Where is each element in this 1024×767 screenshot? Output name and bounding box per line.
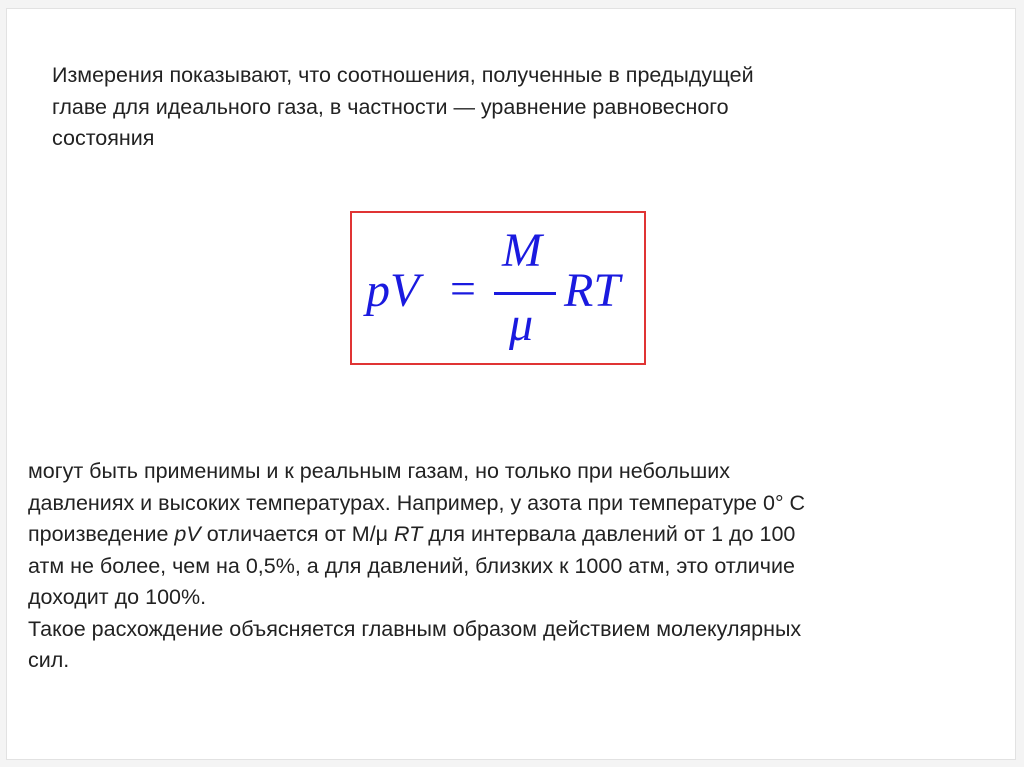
body-line-2: давлениях и высоких температурах. Например, у азота при температуре 0° С xyxy=(28,490,806,515)
body-line-3-middle: отличается от М/μ xyxy=(200,522,395,546)
pv-italic: pV xyxy=(174,522,201,546)
body-line-1: могут быть применимы и к реальным газам, но только при небольших xyxy=(28,459,731,483)
formula-rhs: RT xyxy=(564,264,621,317)
body-line-6: Такое расхождение объясняется главным образом действием молекулярных xyxy=(28,616,802,641)
fraction-bar xyxy=(494,292,556,295)
body-line-3-end: для интервала давлений от 1 до 100 xyxy=(422,522,796,546)
intro-line-1: Измерения показывают, что соотношения, полученные в предыдущей xyxy=(52,63,754,87)
intro-line-2: главе для идеального газа, в частности — уравнение равновесного xyxy=(52,94,729,119)
formula-lhs: pV xyxy=(366,264,420,317)
ideal-gas-equation xyxy=(352,213,644,363)
body-line-7: сил. xyxy=(28,648,70,672)
body-line-3-start: произведение xyxy=(28,522,175,546)
body-paragraph xyxy=(28,456,805,677)
intro-paragraph xyxy=(52,60,754,155)
rt-italic: RT xyxy=(394,522,423,546)
formula-numerator: M xyxy=(502,224,542,277)
formula-box xyxy=(350,211,646,365)
body-line-3 xyxy=(28,519,805,551)
formula-denominator: μ xyxy=(509,298,534,351)
body-line-5: доходит до 100%. xyxy=(28,585,207,609)
formula-equals: = xyxy=(450,263,476,314)
body-line-4: атм не более, чем на 0,5%, а для давлений, близких к 1000 атм, это отличие xyxy=(28,553,795,578)
intro-line-3: состояния xyxy=(52,126,155,150)
